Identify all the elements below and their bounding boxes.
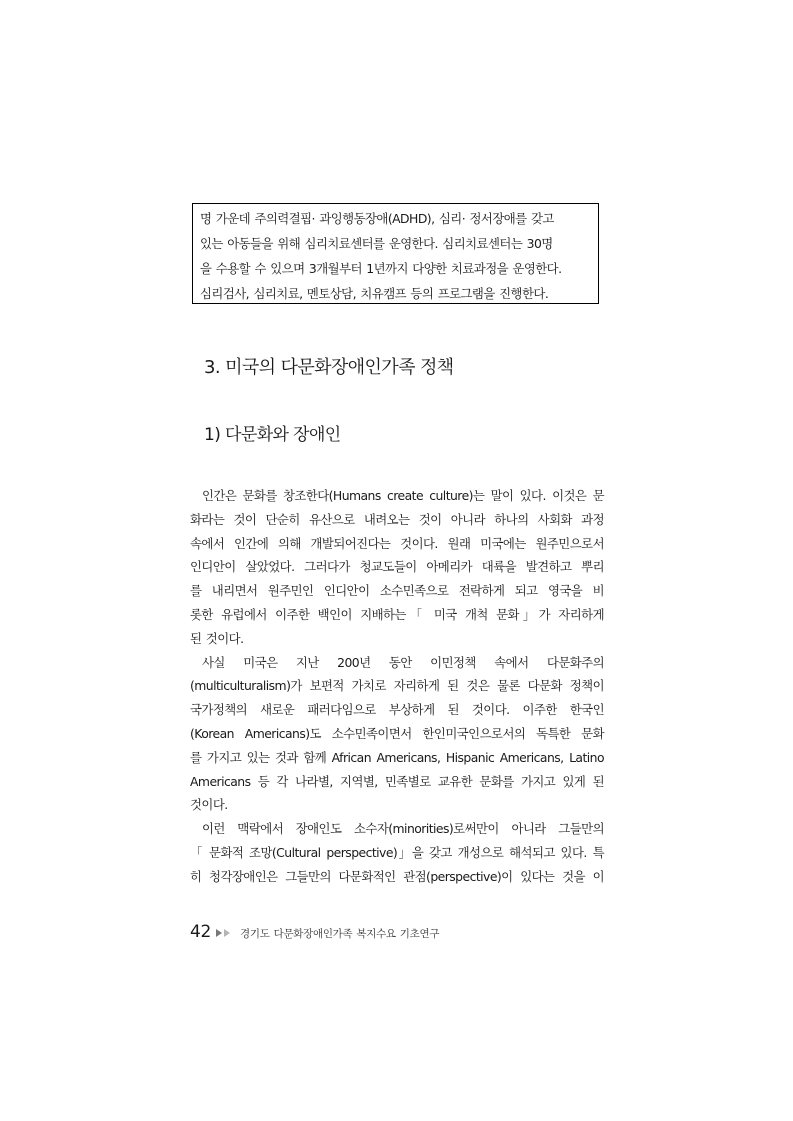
boxed-text-line: 명 가운데 주의력결핍· 과잉행동장애(ADHD), 심리· 정서장애를 갖고 [200,211,554,226]
boxed-text-line: 심리검사, 심리치료, 멘토상담, 치유캠프 등의 프로그램을 진행한다. [200,286,549,301]
paragraph-line: (multiculturalism)가 보편적 가치로 자리하게 된 것은 물론 다문화 정책이 [190,678,604,694]
paragraph-line: 를 내리면서 원주민인 인디안이 소수민족으로 전락하게 되고 영국을 비 [190,583,604,599]
paragraph-line: 인간은 문화를 창조한다(Humans create culture)는 말이 있다. 이것은 문 [202,488,604,503]
page-footer [190,922,439,942]
paragraph-line: 된 것이다. [190,630,244,646]
page-number: 42 [190,922,212,942]
paragraph-line: 화라는 것이 단순히 유산으로 내려오는 것이 아니라 하나의 사회화 과정 [190,511,604,527]
paragraph-line: 속에서 인간에 의해 개발되어진다는 것이다. 원래 미국에는 원주민으로서 [190,535,604,551]
paragraph-line: Americans 등 각 나라별, 지역별, 민족별로 교유한 문화를 가지고 있게 된 [190,773,604,789]
paragraph-line: 것이다. [190,797,228,813]
paragraph-line: 사실 미국은 지난 200년 동안 이민정책 속에서 다문화주의 [202,654,604,670]
paragraph-line: 히 청각장애인은 그들만의 다문화적인 관점(perspective)이 있다는 것을 이 [190,868,604,884]
running-title: 경기도 다문화장애인가족 복지수요 기초연구 [240,928,440,940]
boxed-text-line: 을 수용할 수 있으며 3개월부터 1년까지 다양한 치료과정을 운영한다. [200,261,562,276]
paragraph-line: (Korean Americans)도 소수민족이면서 한인미국인으로서의 독특한 문화 [190,725,604,741]
paragraph-line: 이런 맥락에서 장애인도 소수자(minorities)로써만이 아니라 그들만의 [202,821,604,837]
paragraph-line: 「 문화적 조망(Cultural perspective)」을 갖고 개성으로 해석되고 있다. 특 [190,844,604,860]
section-title: 3. 미국의 다문화장애인가족 정책 [204,357,454,378]
body-text [190,484,604,889]
paragraph-line: 인디안이 살았었다. 그러다가 청교도들이 아메리카 대륙을 발견하고 뿌리 [190,559,604,575]
boxed-text [192,203,599,304]
subsection-title: 1) 다문화와 장애인 [204,425,341,445]
paragraph-line: 롯한 유럽에서 이주한 백인이 지배하는「 미국 개척 문화」가 자리하게 [190,606,604,622]
paragraph-line: 국가정책의 새로운 패러다임으로 부상하게 된 것이다. 이주한 한국인 [190,702,604,718]
paragraph-line: 를 가지고 있는 것과 함께 African Americans, Hispanic Americans, Latino [190,749,604,765]
double-triangle-right-icon [216,922,232,941]
boxed-text-line: 있는 아동들을 위해 심리치료센터를 운영한다. 심리치료센터는 30명 [200,236,553,251]
